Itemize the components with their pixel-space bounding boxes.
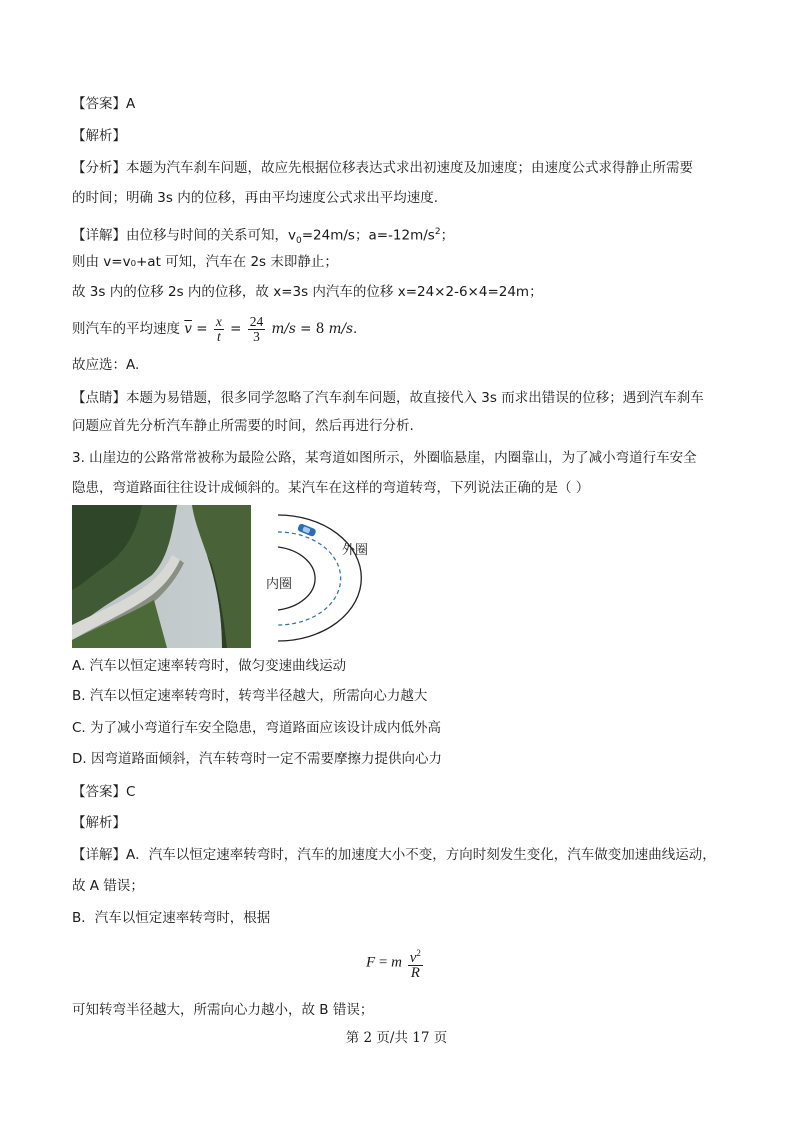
page-footer: 第 2 页/共 17 页 (345, 1030, 448, 1046)
line-q3: 3. 山崖边的公路常常被称为最险公路，某弯道如图所示，外圈临悬崖，内圈靠山，为了减小弯道行车安全 (72, 450, 697, 466)
period: . (352, 321, 358, 337)
cliff-road-photo (72, 505, 251, 648)
eq: = (196, 321, 208, 337)
text: 【详解】由位移与时间的关系可知，v (72, 227, 296, 244)
line-xiangjie (72, 222, 454, 251)
num (408, 946, 423, 966)
inner-label: 内圈 (266, 577, 293, 592)
slash: / (341, 321, 347, 337)
line-fenxi-2: 的时间；明确 3s 内的位移，再由平均速度公式求出平均速度. (72, 190, 438, 206)
unit-m: m (271, 321, 285, 337)
slash: / (284, 321, 289, 337)
line-l18: B．汽车以恒定速率转弯时，根据 (72, 910, 271, 926)
frac-v2-R (408, 946, 423, 980)
text: 则汽车的平均速度 (72, 321, 180, 337)
line-l7: 故 3s 内的位移 2s 内的位移，故 x=3s 内汽车的位移 x=24×2-6×4=24m； (72, 284, 543, 300)
den: R (410, 965, 420, 981)
outer-label: 外圈 (342, 543, 369, 558)
line-l6: 则由 v=v₀+at 可知，汽车在 2s 末即静止； (72, 254, 338, 270)
unit-m2: m (328, 321, 342, 337)
den: t (216, 328, 221, 344)
formula-centripetal (366, 946, 425, 980)
eight: 8 (315, 321, 325, 337)
line-fenxi: 【分析】本题为汽车刹车问题，故应先根据位移表达式求出初速度及加速度；由速度公式求得静止所需要 (72, 160, 693, 176)
line-l16: 【详解】A．汽车以恒定速率转弯时，汽车的加速度大小不变，方向时刻发生变化，汽车做变加速曲线运动， (72, 847, 716, 863)
num: 24 (249, 313, 264, 329)
sup: 2 (434, 227, 441, 237)
unit-s2: s (346, 321, 353, 337)
diagram-svg (256, 505, 406, 648)
curve-diagram (256, 505, 406, 648)
line-l10: 【点睛】本题为易错题，很多同学忽略了汽车刹车问题，故直接代入 3s 而求出错误的位移；遇到汽车刹车 (72, 390, 704, 406)
line-q3-2: 隐患，弯道路面往往设计成倾斜的。某汽车在这样的弯道转弯，下列说法正确的是（ ） (72, 480, 590, 496)
line-l17: 故 A 错误； (72, 878, 144, 894)
option-d: D. 因弯道路面倾斜，汽车转弯时一定不需要摩擦力提供向心力 (72, 751, 442, 767)
photo-svg (72, 505, 251, 648)
f-eq: = (378, 954, 388, 971)
line-analysis-1: 【解析】 (72, 128, 126, 144)
line-answer-1: 【答案】A (72, 96, 136, 112)
line-l9: 故应选：A. (72, 357, 140, 373)
option-a: A. 汽车以恒定速率转弯时，做匀变速曲线运动 (72, 658, 347, 674)
f-m: m (391, 954, 402, 971)
sub: 0 (296, 236, 302, 247)
frac-x-t (214, 315, 224, 344)
line-l19: 可知转弯半径越大，所需向心力越小，故 B 错误； (72, 1002, 374, 1018)
text: ； (440, 227, 455, 244)
f-F: F (366, 954, 376, 971)
eq-vbar: $\overline{v}$ (184, 321, 192, 337)
unit-s: s (288, 321, 296, 337)
v: v (409, 950, 417, 966)
sq: 2 (416, 948, 421, 958)
frac-24-3 (248, 315, 266, 344)
option-c: C. 为了减小弯道行车安全隐患，弯道路面应该设计成内低外高 (72, 720, 442, 736)
option-b: B. 汽车以恒定速率转弯时，转弯半径越大，所需向心力越大 (72, 688, 428, 704)
line-answer-2: 【答案】C (72, 784, 136, 800)
num: x (215, 313, 222, 329)
eq: = (230, 321, 242, 337)
text: =24m/s；a=-12m/s (301, 227, 435, 244)
line-average-speed (72, 314, 357, 344)
eq: = (300, 321, 312, 337)
line-l11: 问题应首先分析汽车静止所需要的时间，然后再进行分析. (72, 418, 414, 434)
den: 3 (253, 328, 260, 344)
line-analysis-2: 【解析】 (72, 815, 126, 831)
